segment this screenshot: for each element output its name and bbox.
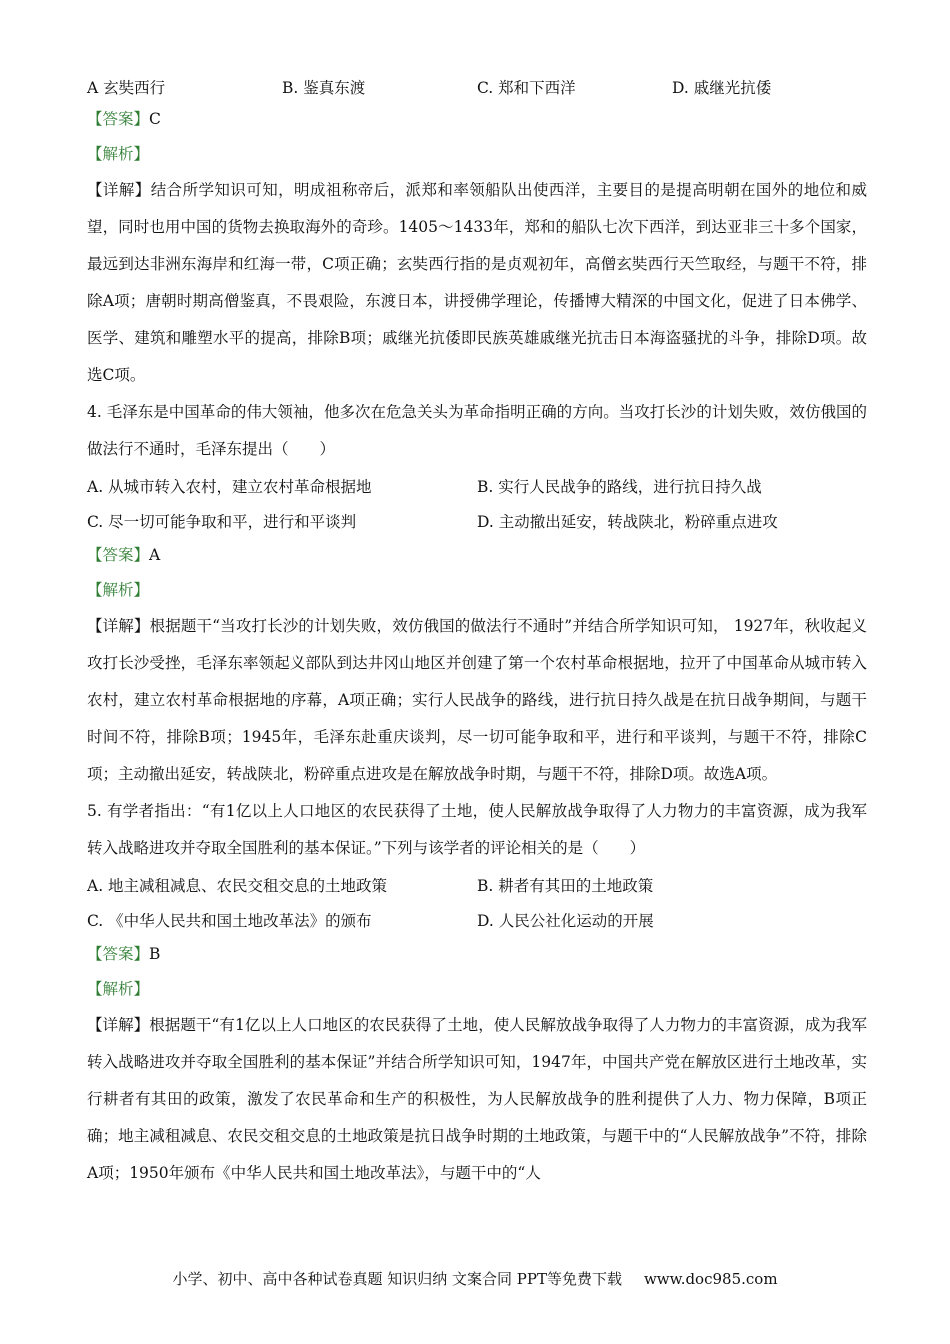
- q4-options-row1: [87, 468, 867, 503]
- q4-detail: [87, 608, 867, 793]
- q4-answer: [87, 538, 867, 573]
- answer-tag: 【答案】: [87, 546, 150, 564]
- q4-options-row2: [87, 503, 867, 538]
- q5-detail: [87, 1007, 867, 1192]
- q5-analysis-tag: 【解析】: [87, 980, 150, 998]
- answer-value: B: [149, 945, 161, 963]
- q5-stem: 5. 有学者指出：“有1亿以上人口地区的农民获得了土地，使人民解放战争取得了人力物力的丰富资源，成为我军转入战略进攻并夺取全国胜利的基本保证。”下列与该学者的评论相关的是（ ）: [87, 802, 867, 857]
- document-page: [87, 72, 867, 1192]
- footer-url[interactable]: www.doc985.com: [643, 1270, 778, 1288]
- q3-answer: [87, 102, 867, 137]
- answer-tag: 【答案】: [87, 945, 150, 963]
- q4-option-d: D. 主动撤出延安，转战陕北，粉碎重点进攻: [477, 512, 778, 531]
- detail-tag: 【详解】: [87, 617, 150, 635]
- q3-option-d: D. 戚继光抗倭: [672, 79, 772, 97]
- q3-option-b: B. 鉴真东渡: [282, 79, 366, 97]
- q5-option-b: B. 耕者有其田的土地政策: [477, 876, 654, 895]
- q5-option-a: A. 地主减租减息、农民交租交息的土地政策: [87, 876, 388, 895]
- detail-text: 根据题干“当攻打长沙的计划失败，效仿俄国的做法行不通时”并结合所学知识可知， 1927年，秋收起义攻打长沙受挫，毛泽东率领起义部队到达井冈山地区并创建了第一个农村革命根据地，拉开了中国革命从城市转入农村，建立农村革命根据地的序幕，A项正确；实行人民战争的路线，进行抗日持久战是在抗日战争期间，与题干时间不符，排除B项；1945年，毛泽东赴重庆谈判，尽一切可能争取和平，进行和平谈判，与题干不符，排除C项；主动撤出延安，转战陕北，粉碎重点进攻是在解放战争时期，与题干不符，排除D项。故选A项。: [87, 617, 867, 783]
- q5-answer: [87, 937, 867, 972]
- q3-options: [87, 72, 867, 102]
- answer-value: A: [149, 546, 161, 564]
- q5-options-row1: [87, 867, 867, 902]
- answer-value: C: [149, 110, 161, 128]
- q5-option-c: C. 《中华人民共和国土地改革法》的颁布: [87, 911, 372, 930]
- detail-tag: 【详解】: [87, 1016, 150, 1034]
- q4-analysis-tag: 【解析】: [87, 581, 150, 599]
- detail-tag: 【详解】: [87, 181, 151, 199]
- q3-option-a: A 玄奘西行: [87, 79, 166, 97]
- footer-text: 小学、初中、高中各种试卷真题 知识归纳 文案合同 PPT等免费下载: [172, 1270, 622, 1288]
- q4-stem: 4. 毛泽东是中国革命的伟大领袖，他多次在危急关头为革命指明正确的方向。当攻打长沙的计划失败，效仿俄国的做法行不通时，毛泽东提出（ ）: [87, 403, 867, 458]
- q4-option-b: B. 实行人民战争的路线，进行抗日持久战: [477, 477, 762, 496]
- q5-options-row2: [87, 902, 867, 937]
- q3-option-c: C. 郑和下西洋: [477, 79, 576, 97]
- detail-text: 根据题干“有1亿以上人口地区的农民获得了土地，使人民解放战争取得了人力物力的丰富资源，成为我军转入战略进攻并夺取全国胜利的基本保证”并结合所学知识可知，1947年，中国共产党在解放区进行土地改革，实行耕者有其田的政策，激发了农民革命和生产的积极性，为人民解放战争的胜利提供了人力、物力保障，B项正确；地主减租减息、农民交租交息的土地政策是抗日战争时期的土地政策，与题干中的“人民解放战争”不符，排除A项；1950年颁布《中华人民共和国土地改革法》，与题干中的“人: [87, 1016, 867, 1182]
- q3-analysis-tag: 【解析】: [87, 145, 150, 163]
- answer-tag: 【答案】: [87, 110, 150, 128]
- detail-text: 结合所学知识可知，明成祖称帝后，派郑和率领船队出使西洋，主要目的是提高明朝在国外的地位和威望，同时也用中国的货物去换取海外的奇珍。1405～1433年，郑和的船队七次下西洋，到达亚非三十多个国家，最远到达非洲东海岸和红海一带，C项正确；玄奘西行指的是贞观初年，高僧玄奘西行天竺取经，与题干不符，排除A项；唐朝时期高僧鉴真，不畏艰险，东渡日本，讲授佛学理论，传播博大精深的中国文化，促进了日本佛学、医学、建筑和雕塑水平的提高，排除B项；戚继光抗倭即民族英雄戚继光抗击日本海盗骚扰的斗争，排除D项。故选C项。: [87, 181, 867, 384]
- page-footer: [0, 1268, 950, 1289]
- q4-option-c: C. 尽一切可能争取和平，进行和平谈判: [87, 512, 357, 531]
- q3-detail: [87, 172, 867, 394]
- q5-option-d: D. 人民公社化运动的开展: [477, 911, 654, 930]
- q4-option-a: A. 从城市转入农村，建立农村革命根据地: [87, 477, 372, 496]
